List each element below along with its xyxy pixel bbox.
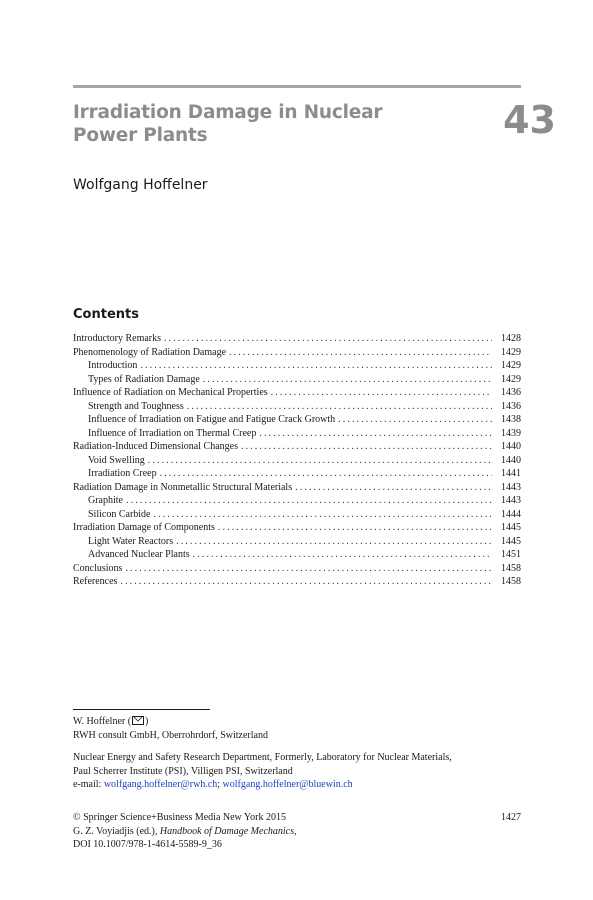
editor-prefix: G. Z. Voyiadjis (ed.), [73, 825, 160, 837]
toc-entry[interactable] [73, 481, 521, 495]
footnote-affiliation-2-line-2: Paul Scherrer Institute (PSI), Villigen PSI, Switzerland [73, 765, 293, 777]
footnote-affiliation-2-line-1: Nuclear Energy and Safety Research Department, Formerly, Laboratory for Nuclear Materials, [73, 752, 452, 763]
email-separator: ; [217, 779, 223, 790]
toc-entry-label: References [73, 576, 118, 587]
footnote-email [73, 778, 353, 792]
email-label: e-mail: [73, 779, 104, 790]
toc-entry-page: 1458 [501, 562, 521, 574]
toc-dot-leader [271, 386, 492, 400]
toc-dot-leader [154, 508, 493, 522]
toc-entry[interactable] [73, 413, 521, 427]
toc-entry-page: 1438 [501, 414, 521, 425]
toc-entry-label: Radiation Damage in Nonmetallic Structural Materials [73, 481, 293, 493]
page-number: 1427 [501, 812, 521, 823]
toc-dot-leader [229, 346, 492, 360]
toc-entry-label: Light Water Reactors [88, 535, 174, 547]
toc-entry-page: 1458 [501, 576, 521, 587]
toc-entry-page: 1436 [501, 400, 521, 412]
envelope-icon [132, 716, 144, 725]
toc-entry[interactable] [73, 454, 521, 468]
toc-dot-leader [241, 440, 492, 454]
editor-suffix: , [294, 825, 297, 837]
toc-entry-page: 1429 [501, 346, 521, 358]
toc-entry-label: Irradiation Creep [88, 468, 157, 479]
toc-entry[interactable] [73, 386, 521, 400]
toc-entry[interactable] [73, 400, 521, 414]
chapter-title-line-2: Power Plants [73, 125, 208, 146]
footnote-rule [73, 709, 210, 710]
toc-dot-leader [338, 413, 492, 427]
toc-dot-leader [125, 562, 492, 576]
toc-entry-label: Void Swelling [88, 454, 145, 466]
table-of-contents [73, 332, 521, 589]
toc-entry-label: Conclusions [73, 562, 123, 574]
footnote-affiliation-1: RWH consult GmbH, Oberrohrdorf, Switzerland [73, 730, 268, 741]
chapter-title-line-1: Irradiation Damage in Nuclear [73, 102, 383, 123]
toc-entry-page: 1440 [501, 441, 521, 452]
toc-entry-page: 1451 [501, 549, 521, 560]
toc-entry[interactable] [73, 521, 521, 535]
email-link-2[interactable]: wolfgang.hoffelner@bluewin.ch [222, 779, 353, 790]
contents-heading: Contents [73, 307, 139, 322]
toc-entry-label: Introduction [88, 360, 138, 371]
toc-entry-label: Types of Radiation Damage [88, 373, 200, 385]
toc-entry-label: Strength and Toughness [88, 400, 184, 412]
toc-dot-leader [295, 481, 492, 495]
toc-entry-label: Phenomenology of Radiation Damage [73, 346, 227, 358]
footnote-author-name: W. Hoffelner ( [73, 716, 132, 727]
top-rule [73, 85, 521, 88]
toc-entry-page: 1444 [501, 508, 521, 520]
toc-entry[interactable] [73, 562, 521, 576]
toc-entry-label: Influence of Irradiation on Fatigue and Fatigue Crack Growth [88, 414, 336, 425]
toc-entry-page: 1440 [501, 454, 521, 466]
toc-dot-leader [120, 575, 492, 589]
toc-entry-page: 1429 [501, 373, 521, 385]
toc-dot-leader [164, 332, 492, 346]
toc-entry[interactable] [73, 575, 521, 589]
toc-entry[interactable] [73, 346, 521, 360]
toc-entry-label: Radiation-Induced Dimensional Changes [73, 441, 238, 452]
book-citation [73, 825, 297, 839]
toc-entry[interactable] [73, 359, 521, 373]
toc-entry[interactable] [73, 427, 521, 441]
toc-entry-page: 1443 [501, 481, 521, 493]
toc-entry[interactable] [73, 467, 521, 481]
chapter-number: 43 [503, 98, 556, 142]
author-name: Wolfgang Hoffelner [73, 177, 208, 193]
toc-entry[interactable] [73, 548, 521, 562]
toc-dot-leader [193, 548, 492, 562]
toc-entry-page: 1436 [501, 387, 521, 398]
toc-entry-label: Silicon Carbide [88, 508, 151, 520]
toc-entry[interactable] [73, 535, 521, 549]
toc-entry-page: 1439 [501, 427, 521, 439]
toc-dot-leader [126, 494, 492, 508]
toc-entry[interactable] [73, 440, 521, 454]
toc-dot-leader [259, 427, 492, 441]
toc-dot-leader [176, 535, 492, 549]
footnote-author-close: ) [145, 716, 149, 727]
doi-line: DOI 10.1007/978-1-4614-5589-9_36 [73, 839, 222, 850]
toc-entry-label: Introductory Remarks [73, 333, 162, 344]
toc-entry[interactable] [73, 494, 521, 508]
chapter-title [73, 101, 403, 147]
toc-dot-leader [203, 373, 492, 387]
toc-entry[interactable] [73, 373, 521, 387]
toc-entry-label: Influence of Irradiation on Thermal Creep [88, 427, 257, 439]
toc-entry-page: 1441 [501, 468, 521, 479]
toc-entry-label: Irradiation Damage of Components [73, 522, 215, 533]
toc-entry-label: Advanced Nuclear Plants [88, 549, 190, 560]
toc-entry[interactable] [73, 508, 521, 522]
email-link-1[interactable]: wolfgang.hoffelner@rwh.ch [103, 779, 218, 790]
toc-dot-leader [160, 467, 492, 481]
toc-dot-leader [140, 359, 492, 373]
toc-entry-label: Graphite [88, 495, 123, 506]
footnote-author [73, 715, 148, 729]
toc-dot-leader [187, 400, 492, 414]
book-title: Handbook of Damage Mechanics [159, 825, 294, 837]
toc-entry[interactable] [73, 332, 521, 346]
toc-dot-leader [148, 454, 492, 468]
toc-entry-page: 1428 [501, 333, 521, 344]
toc-entry-page: 1445 [501, 522, 521, 533]
toc-entry-page: 1443 [501, 495, 521, 506]
toc-dot-leader [218, 521, 492, 535]
toc-entry-label: Influence of Radiation on Mechanical Properties [73, 387, 268, 398]
toc-entry-page: 1429 [501, 360, 521, 371]
copyright-line: © Springer Science+Business Media New York 2015 [73, 812, 286, 823]
toc-entry-page: 1445 [501, 535, 521, 547]
